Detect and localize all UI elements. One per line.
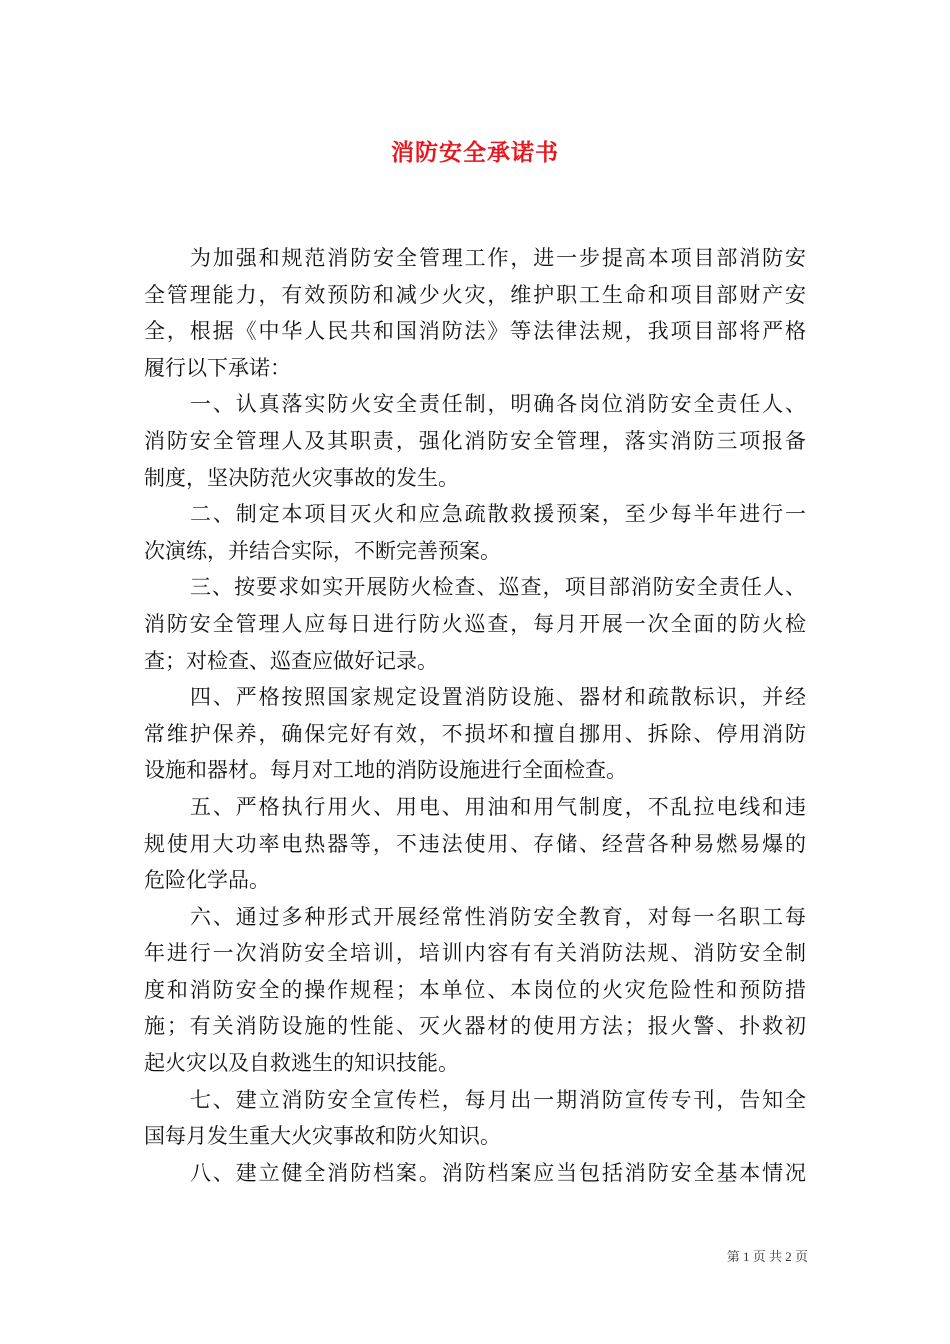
text-line: 施；有关消防设施的性能、灭火器材的使用方法；报火警、扑救初 [144, 1014, 806, 1039]
text-line: 七、建立消防安全宣传栏，每月出一期消防宣传专刊，告知全 [190, 1087, 806, 1112]
text-line: 全，根据《中华人民共和国消防法》等法律法规，我项目部将严格 [144, 319, 806, 344]
text-line: 设施和器材。每月对工地的消防设施进行全面检查。 [144, 758, 627, 783]
text-line: 四、严格按照国家规定设置消防设施、器材和疏散标识，并经 [190, 685, 806, 710]
text-line: 起火灾以及自救逃生的知识技能。 [144, 1051, 459, 1076]
text-line: 履行以下承诺： [144, 355, 291, 380]
text-line: 二、制定本项目灭火和应急疏散救援预案，至少每半年进行一 [190, 502, 806, 527]
text-line: 年进行一次消防安全培训，培训内容有有关消防法规、消防安全制 [144, 941, 806, 966]
text-line: 一、认真落实防火安全责任制，明确各岗位消防安全责任人、 [190, 392, 806, 417]
text-line: 为加强和规范消防安全管理工作，进一步提高本项目部消防安 [190, 246, 806, 270]
text-line: 查；对检查、巡查应做好记录。 [144, 648, 438, 673]
text-line: 国每月发生重大火灾事故和防火知识。 [144, 1124, 501, 1149]
text-line: 制度，坚决防范火灾事故的发生。 [144, 465, 459, 490]
text-line: 五、严格执行用火、用电、用油和用气制度，不乱拉电线和违 [190, 794, 806, 819]
document-title: 消防安全承诺书 [391, 139, 559, 166]
text-line: 八、建立健全消防档案。消防档案应当包括消防安全基本情况 [190, 1160, 806, 1185]
text-line: 危险化学品。 [144, 868, 270, 893]
text-line: 规使用大功率电热器等，不违法使用、存储、经营各种易燃易爆的 [144, 831, 806, 856]
text-line: 三、按要求如实开展防火检查、巡查，项目部消防安全责任人、 [190, 575, 806, 600]
page-number-footer: 第 1 页 共 2 页 [726, 1249, 808, 1264]
text-line: 全管理能力，有效预防和减少火灾，维护职工生命和项目部财产安 [144, 282, 806, 307]
text-line: 消防安全管理人及其职责，强化消防安全管理，落实消防三项报备 [144, 428, 806, 453]
text-line: 六、通过多种形式开展经常性消防安全教育，对每一名职工每 [190, 904, 806, 929]
text-line: 次演练，并结合实际，不断完善预案。 [144, 538, 501, 563]
text-line: 常维护保养，确保完好有效，不损坏和擅自挪用、拆除、停用消防 [144, 721, 806, 746]
text-line: 消防安全管理人应每日进行防火巡查，每月开展一次全面的防火检 [144, 611, 806, 636]
document-body [144, 240, 806, 1191]
text-line: 度和消防安全的操作规程；本单位、本岗位的火灾危险性和预防措 [144, 977, 806, 1002]
